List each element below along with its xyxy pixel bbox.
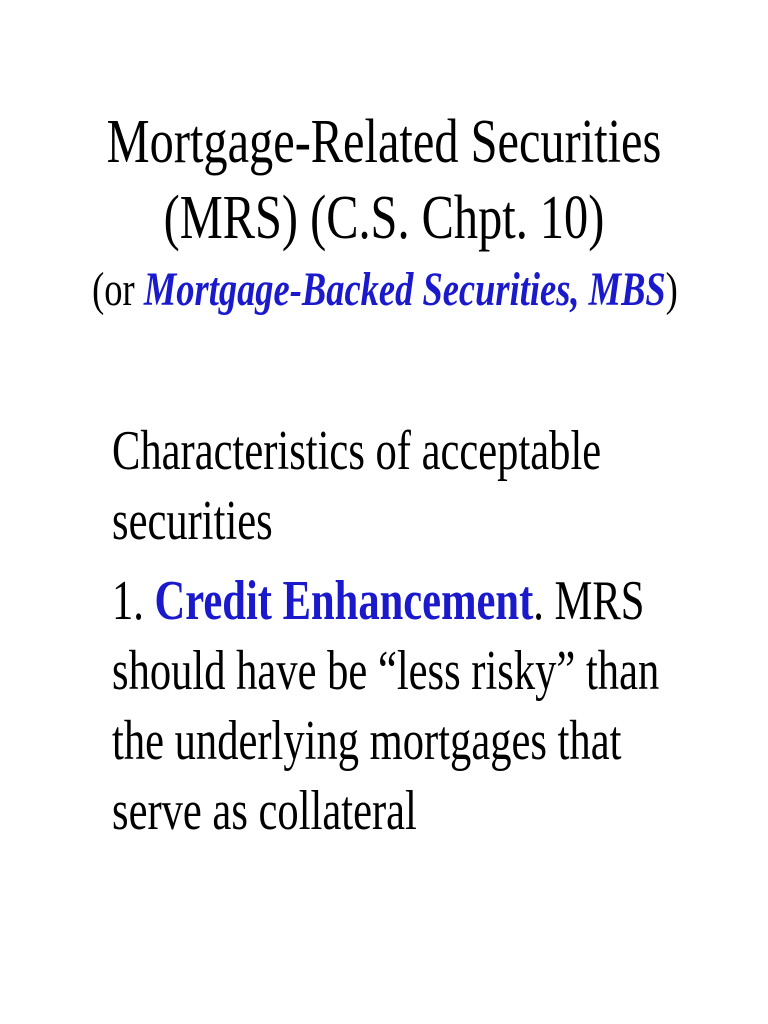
item-1-number: 1.	[112, 570, 155, 632]
body-heading-line-1: Characteristics of acceptable	[112, 420, 602, 482]
item-1-line-1	[112, 566, 645, 636]
subtitle-open: (or	[92, 263, 144, 316]
item-1-line-4: serve as collateral	[112, 780, 417, 842]
item-1-line-3: the underlying mortgages that	[112, 710, 622, 772]
subtitle-emphasis: Mortgage-Backed Securities, MBS	[143, 263, 666, 316]
item-1-line-1-rest: . MRS	[533, 570, 645, 632]
subtitle-close: )	[665, 263, 678, 316]
body-heading-line-2: securities	[112, 490, 273, 552]
title-line-1: Mortgage-Related Securities	[106, 108, 662, 176]
subtitle	[92, 260, 676, 320]
title-line-2: (MRS) (C.S. Chpt. 10)	[163, 184, 605, 252]
slide-title	[0, 104, 768, 320]
spacer	[112, 556, 752, 566]
slide-body	[112, 416, 752, 846]
item-1-line-2: should have be “less risky” than	[112, 640, 660, 702]
item-1-term: Credit Enhancement	[154, 570, 534, 632]
